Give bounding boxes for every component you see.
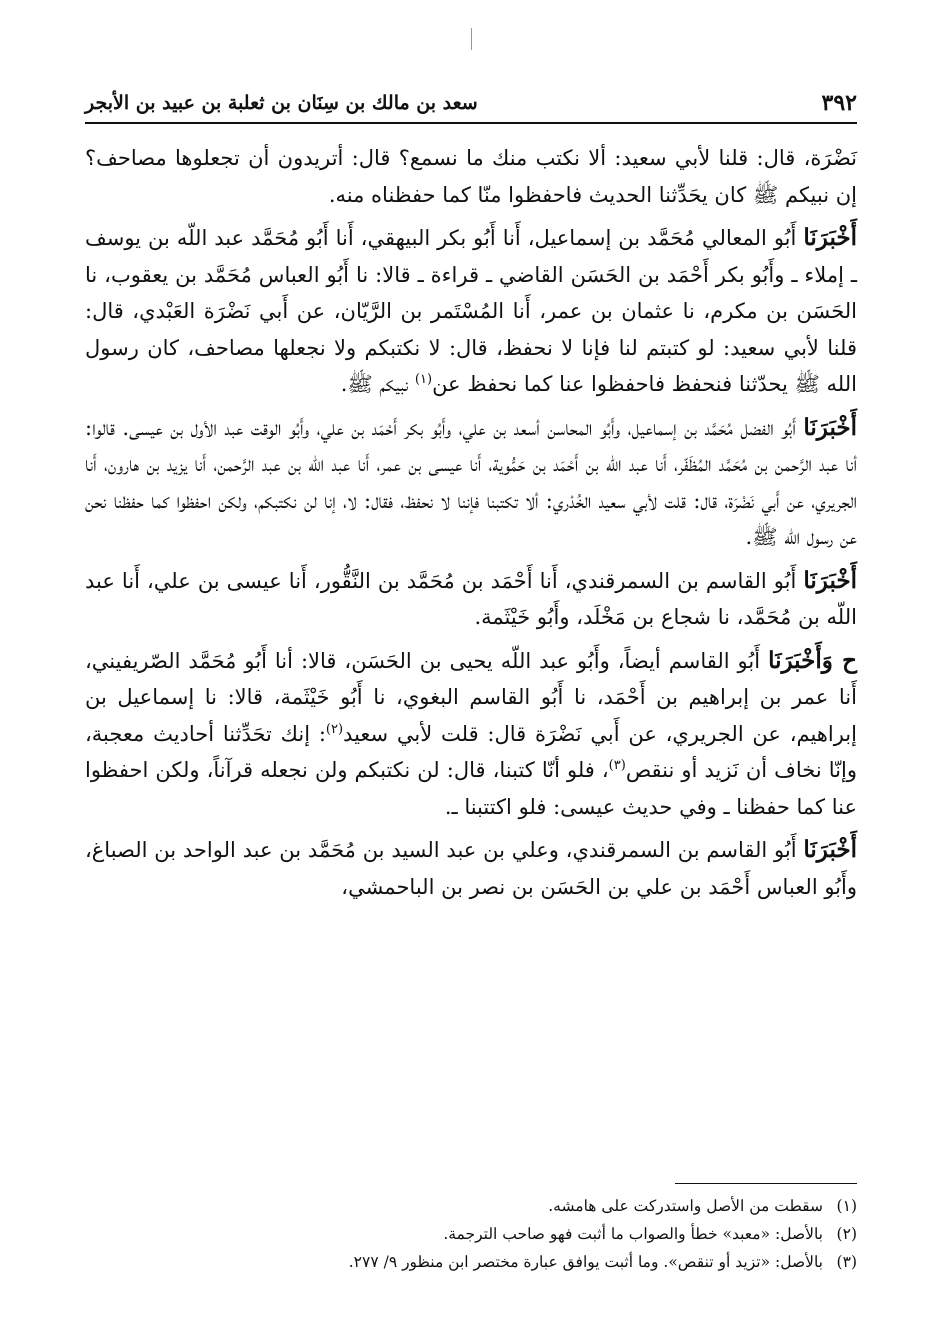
paragraph	[85, 140, 857, 213]
page-number: ٣٩٢	[821, 90, 857, 116]
paragraph	[85, 410, 857, 556]
footnote-number: (١)	[836, 1197, 857, 1215]
paragraph-text-tail: نبيكم ﷺ.	[340, 372, 415, 396]
page-header	[85, 86, 857, 124]
paragraph-text: أَبُو المعالي مُحَمَّد بن إسماعيل، أَنا أَبُو بكر البيهقي، أَنا أَبُو مُحَمَّد عبد اللّه بن يوسف ـ إملاء ـ وأَبُو بكر أَحْمَد بن الحَسَن القاضي ـ قراءة ـ قالا: نا أَبُو العباس مُحَمَّد بن يعقوب، نا الحَسَن بن مكرم، نا عثمان بن عمر، أَنا المُسْتَمر بن الرَّيّان، عن أَبي نَضْرَة العَبْدي، قال: قلنا لأبي سعيد: لو كتبتم لنا فإنا لا نحفظ، قال: لا نكتبكم ولا نجعلها مصاحف، كان رسول الله ﷺ يحدّثنا فنحفظ فاحفظوا عنا كما نحفظ عن	[85, 226, 857, 396]
footnote-text: سقطت من الأصل واستدركت على هامشه.	[548, 1197, 823, 1215]
running-title: سعد بن مالك بن سِنَان بن ثعلبة بن عبيد بن الأبجر	[85, 92, 478, 114]
narration-keyword: أَخْبَرَنَا	[803, 566, 857, 594]
footnote-text: بالأصل: «معبد» خطأ والصواب ما أثبت فهو صاحب الترجمة.	[443, 1225, 823, 1243]
paragraph-text: أَبُو القاسم بن السمرقندي، وعلي بن عبد السيد بن مُحَمَّد بن عبد الواحد بن الصباغ، وأَبُو العباس أَحْمَد بن علي بن الحَسَن بن نصر بن الباحمشي،	[85, 838, 857, 899]
footnote-ref: (١)	[414, 372, 433, 387]
footnote-divider	[675, 1183, 857, 1184]
footnote-ref: (٢)	[325, 721, 344, 737]
footnote	[85, 1220, 857, 1248]
footnotes	[85, 1192, 857, 1276]
paragraph-text: أَبُو الفضل مُحَمَّد بن إسماعيل، وأَبُو المحاسن أسعد بن علي، وأَبُو بكر أَحْمَد بن علي، وأَبُو الوقت عبد الأول بن عيسى. قالوا: أنا عبد الرَّحمن بن مُحَمَّد المُظَفّر، أَنا عبد اللّه بن أَحْمَد بن حَمُّوية، أَنا عيسى بن عمر، أَنا عبد اللّه بن عبد الرَّحمن، أَنا يزيد بن هارون، أَنا الجريري، عن أَبي نَضْرَة، قال: قلت لأبي سعيد الخُدْري: ألا تكتبنا فإننا لا نحفظ، فقال: لا، إنا لن نكتبكم، ولكن احفظوا كما حفظنا نحن عن رسول الله ﷺ.	[85, 415, 857, 549]
footnote-number: (٢)	[836, 1225, 857, 1243]
footnote-ref: (٣)	[608, 758, 626, 773]
footnote-text: بالأصل: «تزيد أو تنقص». وما أثبت يوافق عبارة مختصر ابن منظور ٩/ ٢٧٧.	[348, 1253, 823, 1271]
scan-mark	[471, 28, 472, 50]
narration-keyword: أَخْبَرَنَا	[803, 413, 857, 441]
paragraph	[85, 563, 857, 636]
narration-keyword: أَخْبَرَنَا	[803, 224, 857, 251]
paragraph	[85, 832, 857, 905]
paragraph	[85, 643, 857, 826]
paragraph-text-tail: ، فلو أنّا كتبنا، قال: لن نكتبكم ولن نجعله قرآناً، ولكن احفظوا عنا كما حفظنا ـ وفي حديث عيسى: فلو اكتتبنا ـ.	[85, 758, 857, 819]
paragraph-text-tail: : إنك تحَدِّثنا أحاديث معجبة، وإنّا نخاف أن نَزيد أو ننقص	[85, 721, 857, 782]
footnote	[85, 1248, 857, 1276]
paragraph-text: أَبُو القاسم بن السمرقندي، أَنا أَحْمَد بن مُحَمَّد بن النَّقُّور، أَنا عيسى بن علي، أَنا عبد اللّه بن مُحَمَّد، نا شجاع بن مَخْلَد، وأَبُو خَيْثَمة.	[85, 568, 857, 629]
paragraph-text: أَبُو القاسم أيضاً، وأَبُو عبد اللّه يحيى بن الحَسَن، قالا: أنا أَبُو مُحَمَّد الصّريفيني، أَنا عمر بن إبراهيم بن أَحْمَد، نا أَبُو القاسم البغوي، نا أَبُو خَيْثَمة، قالا: نا إسماعيل بن إبراهيم، عن الجريري، عن أَبي نَضْرَة قال: قلت لأبي سعيد	[85, 648, 857, 746]
paragraph	[85, 220, 857, 403]
paragraph-text: نَضْرَة، قال: قلنا لأبي سعيد: ألا نكتب منك ما نسمع؟ قال: أتريدون أن تجعلوها مصاحف؟ إن نبيكم ﷺ كان يحَدِّثنا الحديث فاحفظوا منّا كما حفظناه منه.	[85, 146, 857, 207]
narration-keyword: أَخْبَرَنَا	[803, 836, 857, 863]
footnote	[85, 1192, 857, 1220]
footnote-number: (٣)	[836, 1253, 857, 1271]
narration-keyword: ح وَأَخْبَرَنَا	[768, 646, 857, 674]
main-text	[85, 140, 857, 912]
